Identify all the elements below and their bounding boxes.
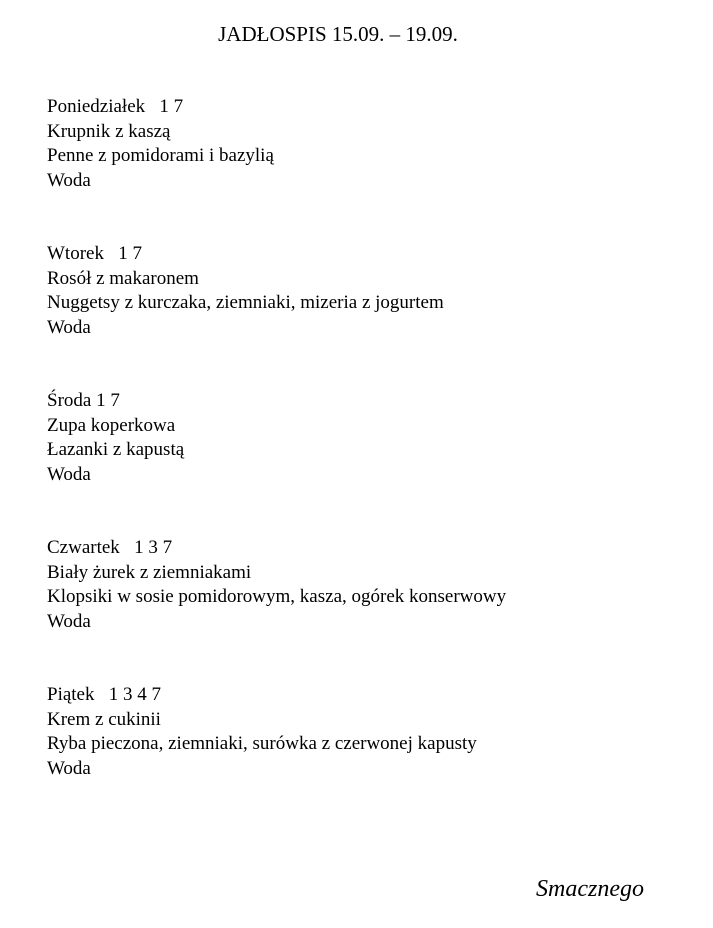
day-main-course: Klopsiki w sosie pomidorowym, kasza, ogórek konserwowy	[47, 586, 507, 608]
day-heading	[47, 683, 667, 708]
day-soup: Zupa koperkowa	[47, 414, 176, 436]
day-name: Czwartek	[47, 537, 120, 558]
day-soup: Rosół z makaronem	[47, 267, 199, 289]
day-name: Środa	[47, 390, 92, 411]
day-heading	[47, 536, 667, 561]
day-drink: Woda	[47, 316, 91, 338]
signoff-text: Smacznego	[536, 876, 644, 902]
page-title: JADŁOSPIS 15.09. – 19.09.	[218, 22, 458, 46]
day-name: Wtorek	[47, 243, 104, 264]
day-drink: Woda	[47, 757, 91, 779]
day-allergens: 1 7	[159, 96, 184, 117]
day-heading	[47, 242, 667, 267]
day-wednesday	[47, 389, 667, 487]
day-main-course: Penne z pomidorami i bazylią	[47, 145, 274, 167]
day-friday	[47, 683, 667, 781]
day-soup: Biały żurek z ziemniakami	[47, 561, 252, 583]
day-name: Poniedziałek	[47, 96, 146, 117]
day-drink: Woda	[47, 463, 91, 485]
day-heading	[47, 95, 667, 120]
day-allergens: 1 3 7	[134, 537, 173, 558]
day-allergens: 1 7	[96, 390, 120, 411]
day-allergens: 1 3 4 7	[108, 684, 161, 705]
day-soup: Krupnik z kaszą	[47, 120, 171, 142]
day-main-course: Łazanki z kapustą	[47, 439, 185, 461]
day-thursday	[47, 536, 667, 634]
day-name: Piątek	[47, 684, 95, 705]
day-drink: Woda	[47, 610, 91, 632]
day-soup: Krem z cukinii	[47, 708, 161, 730]
day-allergens: 1 7	[118, 243, 142, 264]
day-drink: Woda	[47, 169, 91, 191]
day-monday	[47, 95, 667, 193]
day-tuesday	[47, 242, 667, 340]
day-main-course: Nuggetsy z kurczaka, ziemniaki, mizeria z jogurtem	[47, 292, 444, 314]
day-heading	[47, 389, 667, 414]
day-main-course: Ryba pieczona, ziemniaki, surówka z czerwonej kapusty	[47, 733, 477, 755]
